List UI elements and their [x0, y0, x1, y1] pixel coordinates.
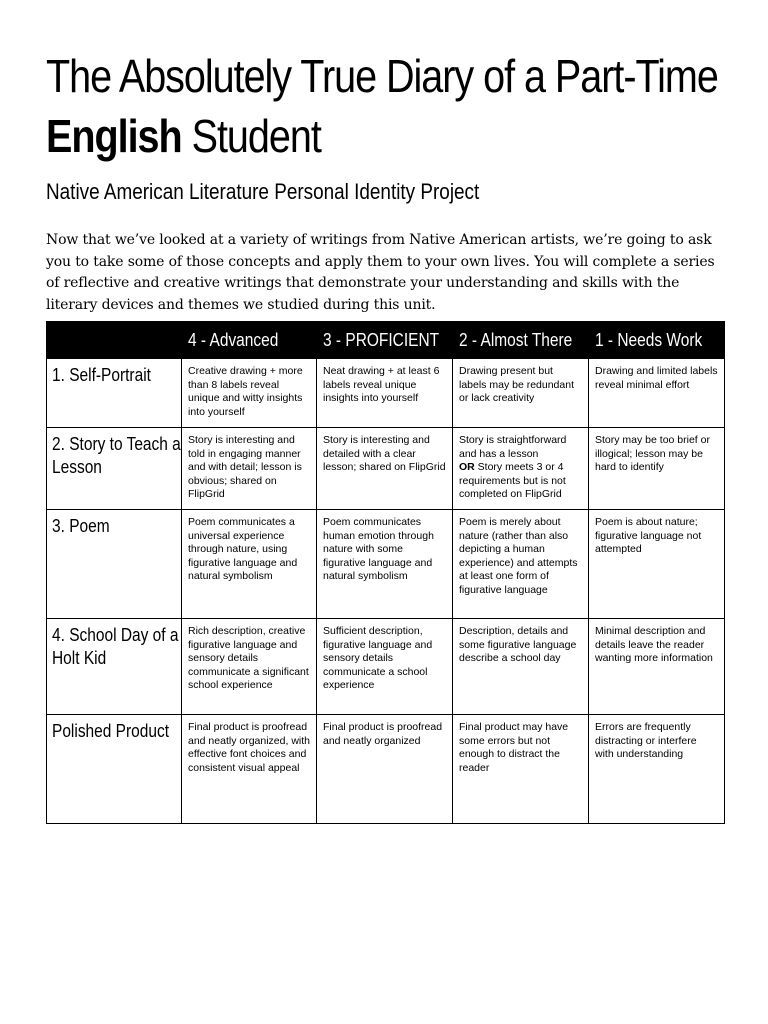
- criterion-cell: 2. Story to Teach a Lesson: [47, 428, 182, 510]
- criterion-cell: Polished Product: [47, 715, 182, 824]
- rubric-table: [46, 321, 725, 824]
- rubric-header-almost-there: 2 - Almost There: [453, 322, 589, 359]
- rubric-cell: Errors are frequently distracting or interfere with understanding: [589, 715, 725, 824]
- title-line-1: The Absolutely True Diary of a Part-Time: [46, 50, 718, 102]
- rubric-cell: Final product is proofread and neatly organized: [317, 715, 453, 824]
- rubric-cell-text: Story is straightforward and has a lesson: [459, 434, 567, 460]
- rubric-cell: Creative drawing + more than 8 labels reveal unique and witty insights into yourself: [182, 359, 317, 428]
- rubric-row-story: [47, 428, 725, 510]
- page-title: [46, 0, 725, 166]
- rubric-cell: Drawing and limited labels reveal minimal effort: [589, 359, 725, 428]
- rubric-cell: Final product is proofread and neatly organized, with effective font choices and consistent visual appeal: [182, 715, 317, 824]
- rubric-row-self-portrait: [47, 359, 725, 428]
- document-page: [46, 0, 723, 774]
- rubric-row-poem: [47, 510, 725, 619]
- rubric-cell: Neat drawing + at least 6 labels reveal unique insights into yourself: [317, 359, 453, 428]
- rubric-cell: Sufficient description, figurative language and sensory details communicate a school experience: [317, 619, 453, 715]
- rubric-cell: Story is interesting and detailed with a clear lesson; shared on FlipGrid: [317, 428, 453, 510]
- rubric-cell: Final product may have some errors but not enough to distract the reader: [453, 715, 589, 824]
- rubric-header-row: [47, 322, 725, 359]
- rubric-cell: Story may be too brief or illogical; lesson may be hard to identify: [589, 428, 725, 510]
- rubric-or-keyword: OR: [459, 461, 475, 474]
- rubric-header-criteria: [47, 322, 182, 359]
- rubric-cell: Story is interesting and told in engaging manner and with detail; lesson is obvious; shared on FlipGrid: [182, 428, 317, 510]
- rubric-cell: [453, 428, 589, 510]
- rubric-cell: Poem is merely about nature (rather than also depicting a human experience) and attempts at least one form of figurative language: [453, 510, 589, 619]
- rubric-cell: Poem communicates a universal experience through nature, using figurative language and natural symbolism: [182, 510, 317, 619]
- criterion-cell: 1. Self-Portrait: [47, 359, 182, 428]
- rubric-cell: Drawing present but labels may be redundant or lack creativity: [453, 359, 589, 428]
- criterion-cell: 4. School Day of a Holt Kid: [47, 619, 182, 715]
- rubric-cell-text-extra: Story meets 3 or 4 requirements but is not completed on FlipGrid: [459, 461, 566, 501]
- rubric-cell: Rich description, creative figurative language and sensory details communicate a significant school experience: [182, 619, 317, 715]
- rubric-cell: Minimal description and details leave the reader wanting more information: [589, 619, 725, 715]
- rubric-cell: Poem is about nature; figurative language not attempted: [589, 510, 725, 619]
- rubric-header-proficient: 3 - PROFICIENT: [317, 322, 453, 359]
- rubric-cell: Poem communicates human emotion through nature with some figurative language and natural symbolism: [317, 510, 453, 619]
- rubric-cell: Description, details and some figurative language describe a school day: [453, 619, 589, 715]
- rubric-row-school-day: [47, 619, 725, 715]
- page-subtitle: Native American Literature Personal Identity Project: [46, 179, 480, 204]
- intro-paragraph: Now that we’ve looked at a variety of writings from Native American artists, we’re going to ask you to take some of those concepts and apply them to your own lives. You will complete a series of reflective and creative writings that demonstrate your understanding and skills with the literary devices and themes we studied during this unit.: [46, 232, 715, 313]
- rubric-header-advanced: 4 - Advanced: [182, 322, 317, 359]
- rubric-header-needs-work: 1 - Needs Work: [589, 322, 725, 359]
- criterion-cell: 3. Poem: [47, 510, 182, 619]
- title-line-2-rest: Student: [191, 110, 321, 162]
- rubric-row-polished-product: [47, 715, 725, 824]
- title-bold-word: English: [46, 110, 182, 162]
